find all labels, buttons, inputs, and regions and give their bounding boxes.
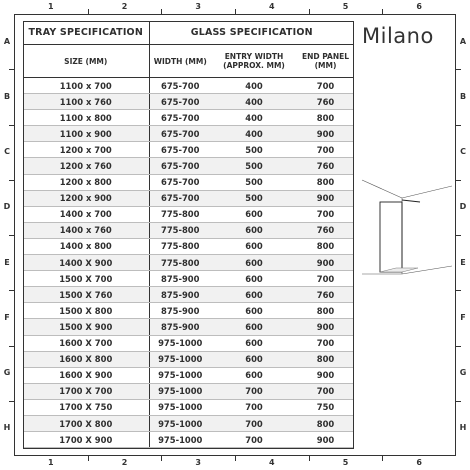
specification-table: [23, 21, 354, 448]
ruler-column-label: 4: [269, 458, 275, 467]
table-row: [23, 174, 354, 190]
ruler-tick: [309, 456, 310, 461]
entry-width-line1: ENTRY WIDTH: [224, 52, 284, 61]
end-panel-cell: 800: [297, 415, 354, 431]
specification-rows: [23, 78, 354, 448]
entry-width-cell: 600: [211, 367, 297, 383]
ruler-row-label: F: [4, 312, 10, 322]
table-row: [23, 335, 354, 351]
tray-size-cell: 1100 x 900: [23, 126, 149, 142]
end-panel-cell: 700: [297, 206, 354, 222]
ruler-column-label: 6: [416, 2, 422, 11]
ruler-column-label: 5: [342, 2, 349, 11]
end-panel-cell: 760: [297, 158, 354, 174]
milano-logo: Milano: [362, 24, 434, 48]
tray-size-cell: 1700 X 700: [23, 383, 149, 399]
glass-width-cell: 975-1000: [149, 351, 211, 367]
glass-width-cell: 875-900: [149, 303, 211, 319]
table-row: [23, 78, 354, 94]
ruler-tick: [382, 456, 383, 461]
ruler-tick: [161, 456, 162, 461]
ruler-tick: [9, 290, 14, 291]
tray-size-cell: 1400 X 900: [23, 255, 149, 271]
entry-width-cell: 700: [211, 399, 297, 415]
ruler-column-label: 3: [195, 2, 201, 11]
table-row: [23, 158, 354, 174]
glass-width-cell: 975-1000: [149, 399, 211, 415]
ruler-tick: [9, 125, 14, 126]
tray-size-cell: 1500 X 760: [23, 287, 149, 303]
ruler-tick: [88, 9, 89, 14]
ruler-tick: [309, 9, 310, 14]
end-panel-line1: END PANEL: [301, 52, 350, 61]
glass-width-cell: 675-700: [149, 190, 211, 206]
glass-width-cell: 875-900: [149, 271, 211, 287]
end-panel-cell: 760: [297, 94, 354, 110]
ruler-tick: [382, 9, 383, 14]
width-column-header: WIDTH (MM): [149, 45, 211, 78]
table-row: [23, 142, 354, 158]
ruler-tick: [9, 346, 14, 347]
ruler-row-label: G: [459, 368, 467, 378]
table-row: [23, 367, 354, 383]
ruler-tick: [456, 290, 461, 291]
ruler-row-label: B: [3, 91, 11, 101]
glass-width-cell: 975-1000: [149, 335, 211, 351]
tray-size-cell: 1400 x 800: [23, 238, 149, 254]
ruler-tick: [456, 346, 461, 347]
ruler-tick: [235, 456, 236, 461]
table-row: [23, 432, 354, 448]
entry-width-cell: 700: [211, 383, 297, 399]
entry-width-cell: 600: [211, 303, 297, 319]
end-panel-cell: 900: [297, 126, 354, 142]
ruler-row-label: C: [4, 147, 10, 157]
tray-size-cell: 1100 x 800: [23, 110, 149, 126]
table-row: [23, 126, 354, 142]
end-panel-column-header: [297, 45, 354, 78]
glass-width-cell: 875-900: [149, 287, 211, 303]
ruler-column-label: 5: [342, 458, 349, 467]
glass-width-cell: 675-700: [149, 94, 211, 110]
table-row: [23, 190, 354, 206]
tray-size-cell: 1200 x 700: [23, 142, 149, 158]
entry-width-cell: 400: [211, 126, 297, 142]
ruler-row-label: F: [460, 312, 466, 322]
support-bar: [402, 200, 420, 202]
table-row: [23, 351, 354, 367]
ruler-tick: [456, 69, 461, 70]
entry-width-cell: 500: [211, 158, 297, 174]
ruler-tick: [456, 235, 461, 236]
ruler-top: [14, 0, 456, 14]
glass-width-cell: 975-1000: [149, 415, 211, 431]
glass-width-cell: 875-900: [149, 319, 211, 335]
tray-size-cell: 1600 X 700: [23, 335, 149, 351]
ruler-row-label: A: [459, 36, 467, 46]
ruler-row-label: B: [459, 91, 467, 101]
end-panel-cell: 700: [297, 271, 354, 287]
end-panel-cell: 900: [297, 255, 354, 271]
tray-size-cell: 1600 X 900: [23, 367, 149, 383]
tray-size-cell: 1500 X 700: [23, 271, 149, 287]
entry-width-cell: 700: [211, 415, 297, 431]
ruler-column-label: 3: [195, 458, 201, 467]
tray-size-cell: 1400 x 700: [23, 206, 149, 222]
end-panel-cell: 700: [297, 335, 354, 351]
ruler-tick: [456, 125, 461, 126]
ruler-column-label: 1: [48, 458, 54, 467]
glass-width-cell: 775-800: [149, 222, 211, 238]
entry-width-cell: 600: [211, 206, 297, 222]
table-row: [23, 319, 354, 335]
tray-size-cell: 1700 X 800: [23, 415, 149, 431]
glass-width-cell: 675-700: [149, 110, 211, 126]
ruler-tick: [456, 180, 461, 181]
entry-width-cell: 600: [211, 222, 297, 238]
table-row: [23, 206, 354, 222]
tray-size-cell: 1200 x 800: [23, 174, 149, 190]
entry-width-column-header: [211, 45, 297, 78]
end-panel-cell: 700: [297, 142, 354, 158]
entry-width-line2: (APPROX. MM): [223, 61, 285, 70]
ruler-row-label: D: [3, 202, 11, 212]
end-panel-cell: 800: [297, 174, 354, 190]
ruler-tick: [456, 401, 461, 402]
table-row: [23, 110, 354, 126]
tray-size-cell: 1200 x 900: [23, 190, 149, 206]
entry-width-cell: 600: [211, 319, 297, 335]
tray-size-cell: 1700 X 750: [23, 399, 149, 415]
entry-width-cell: 600: [211, 271, 297, 287]
ruler-row-label: G: [3, 368, 11, 378]
tray-size-cell: 1100 x 760: [23, 94, 149, 110]
ruler-tick: [161, 9, 162, 14]
end-panel-cell: 760: [297, 222, 354, 238]
ruler-row-label: E: [460, 257, 466, 267]
glass-width-cell: 675-700: [149, 78, 211, 94]
end-panel-cell: 700: [297, 78, 354, 94]
entry-width-cell: 600: [211, 351, 297, 367]
ruler-row-label: C: [460, 147, 466, 157]
ruler-column-label: 6: [416, 458, 422, 467]
tray-size-cell: 1400 x 760: [23, 222, 149, 238]
ruler-column-label: 4: [269, 2, 275, 11]
entry-width-cell: 600: [211, 255, 297, 271]
table-row: [23, 94, 354, 110]
ruler-left: [0, 14, 14, 456]
glass-width-cell: 675-700: [149, 142, 211, 158]
end-panel-cell: 700: [297, 383, 354, 399]
glass-width-cell: 975-1000: [149, 367, 211, 383]
table-row: [23, 383, 354, 399]
end-panel-cell: 900: [297, 319, 354, 335]
entry-width-cell: 500: [211, 174, 297, 190]
end-panel-cell: 900: [297, 190, 354, 206]
shower-tray: [380, 268, 418, 272]
glass-width-cell: 975-1000: [149, 432, 211, 448]
end-panel-cell: 760: [297, 287, 354, 303]
glass-width-cell: 675-700: [149, 158, 211, 174]
table-row: [23, 399, 354, 415]
ruler-column-label: 2: [121, 2, 128, 11]
ruler-row-label: A: [3, 36, 11, 46]
tray-size-cell: 1500 X 900: [23, 319, 149, 335]
end-panel-glass: [380, 202, 402, 272]
ceiling-line-right: [402, 186, 452, 198]
glass-spec-header: GLASS SPECIFICATION: [149, 21, 354, 45]
ruler-tick: [9, 401, 14, 402]
table-row: [23, 271, 354, 287]
end-panel-cell: 750: [297, 399, 354, 415]
table-row: [23, 287, 354, 303]
ruler-right: [456, 14, 470, 456]
entry-width-cell: 600: [211, 238, 297, 254]
entry-width-cell: 500: [211, 190, 297, 206]
tray-size-cell: 1500 X 800: [23, 303, 149, 319]
ruler-row-label: H: [3, 423, 11, 433]
entry-width-cell: 600: [211, 335, 297, 351]
tray-spec-header: TRAY SPECIFICATION: [23, 21, 149, 45]
glass-width-cell: 675-700: [149, 126, 211, 142]
glass-width-cell: 675-700: [149, 174, 211, 190]
end-panel-cell: 800: [297, 351, 354, 367]
ruler-column-label: 2: [121, 458, 128, 467]
end-panel-cell: 800: [297, 110, 354, 126]
ruler-tick: [9, 180, 14, 181]
entry-width-cell: 700: [211, 432, 297, 448]
entry-width-cell: 600: [211, 287, 297, 303]
table-row: [23, 303, 354, 319]
ruler-tick: [9, 69, 14, 70]
shower-enclosure-diagram: [360, 178, 454, 278]
entry-width-cell: 400: [211, 78, 297, 94]
end-panel-cell: 900: [297, 367, 354, 383]
entry-width-cell: 500: [211, 142, 297, 158]
end-panel-cell: 800: [297, 238, 354, 254]
ruler-bottom: [14, 456, 456, 470]
ruler-tick: [88, 456, 89, 461]
glass-width-cell: 775-800: [149, 255, 211, 271]
entry-width-cell: 400: [211, 94, 297, 110]
tray-size-cell: 1600 X 800: [23, 351, 149, 367]
glass-width-cell: 975-1000: [149, 383, 211, 399]
ruler-tick: [9, 235, 14, 236]
size-column-header: SIZE (MM): [23, 45, 149, 78]
end-panel-cell: 900: [297, 432, 354, 448]
ruler-tick: [235, 9, 236, 14]
glass-width-cell: 775-800: [149, 238, 211, 254]
table-row: [23, 255, 354, 271]
ruler-row-label: D: [459, 202, 467, 212]
tray-size-cell: 1100 x 700: [23, 78, 149, 94]
end-panel-line2: (MM): [314, 61, 337, 70]
tray-size-cell: 1200 x 760: [23, 158, 149, 174]
tray-size-cell: 1700 X 900: [23, 432, 149, 448]
entry-width-cell: 400: [211, 110, 297, 126]
ruler-row-label: E: [4, 257, 10, 267]
end-panel-cell: 800: [297, 303, 354, 319]
ruler-column-label: 1: [48, 2, 54, 11]
ruler-row-label: H: [459, 423, 467, 433]
glass-width-cell: 775-800: [149, 206, 211, 222]
ceiling-line-left: [362, 180, 402, 198]
table-row: [23, 222, 354, 238]
table-row: [23, 415, 354, 431]
table-row: [23, 238, 354, 254]
